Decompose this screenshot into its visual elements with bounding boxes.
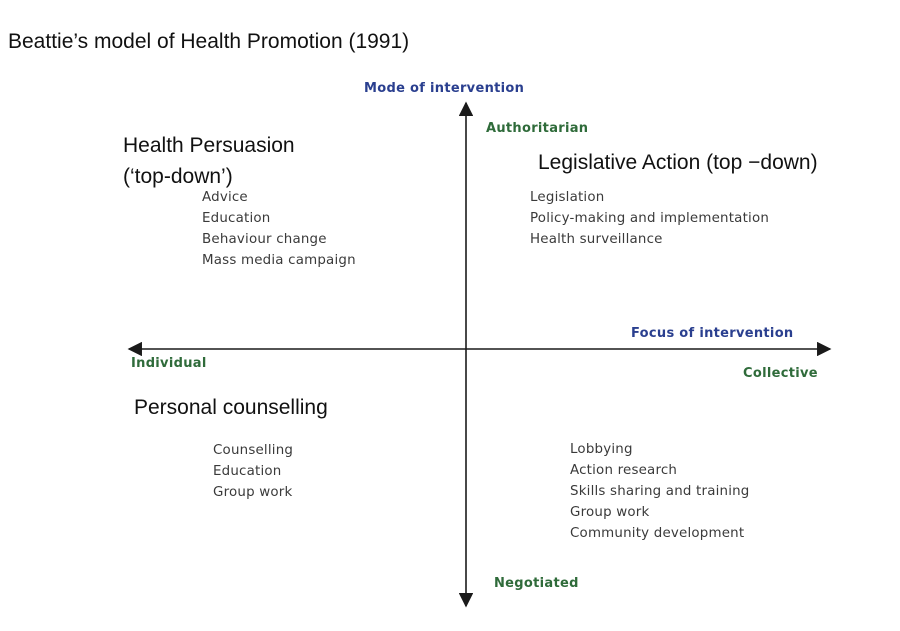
list-item: Health surveillance [530, 232, 663, 247]
list-item: Group work [213, 485, 293, 500]
list-item: Community development [570, 526, 745, 541]
quadrant-top-left-heading-line1: Health Persuasion [123, 134, 295, 157]
list-item: Group work [570, 505, 650, 520]
diagram-title: Beattie’s model of Health Promotion (1991) [8, 30, 410, 53]
axis-pole-top: Authoritarian [486, 121, 589, 136]
list-item: Mass media campaign [202, 253, 356, 268]
list-item: Education [213, 464, 282, 479]
list-item: Skills sharing and training [570, 484, 750, 499]
list-item: Action research [570, 463, 678, 478]
quadrant-top-right-heading: Legislative Action (top −down) [538, 151, 818, 174]
quadrant-bottom-left-heading: Personal counselling [134, 396, 328, 419]
quadrant-top-left-heading [123, 130, 295, 192]
list-item: Advice [202, 190, 248, 205]
quadrant-top-left-heading-line2: (‘top-down’) [123, 165, 233, 188]
horizontal-axis-title: Focus of intervention [631, 326, 794, 341]
list-item: Education [202, 211, 271, 226]
list-item: Behaviour change [202, 232, 327, 247]
quadrant-top-left-list [202, 187, 356, 271]
quadrant-top-right-list [530, 187, 769, 250]
axis-pole-right: Collective [743, 366, 818, 381]
quadrant-bottom-right-list [570, 439, 750, 544]
axis-pole-bottom: Negotiated [494, 576, 579, 591]
axis-pole-left: Individual [131, 356, 207, 371]
list-item: Lobbying [570, 442, 633, 457]
vertical-axis-title: Mode of intervention [364, 81, 525, 96]
list-item: Policy-making and implementation [530, 211, 770, 226]
list-item: Counselling [213, 443, 294, 458]
quadrant-bottom-left-list [213, 440, 293, 503]
list-item: Legislation [530, 190, 605, 205]
